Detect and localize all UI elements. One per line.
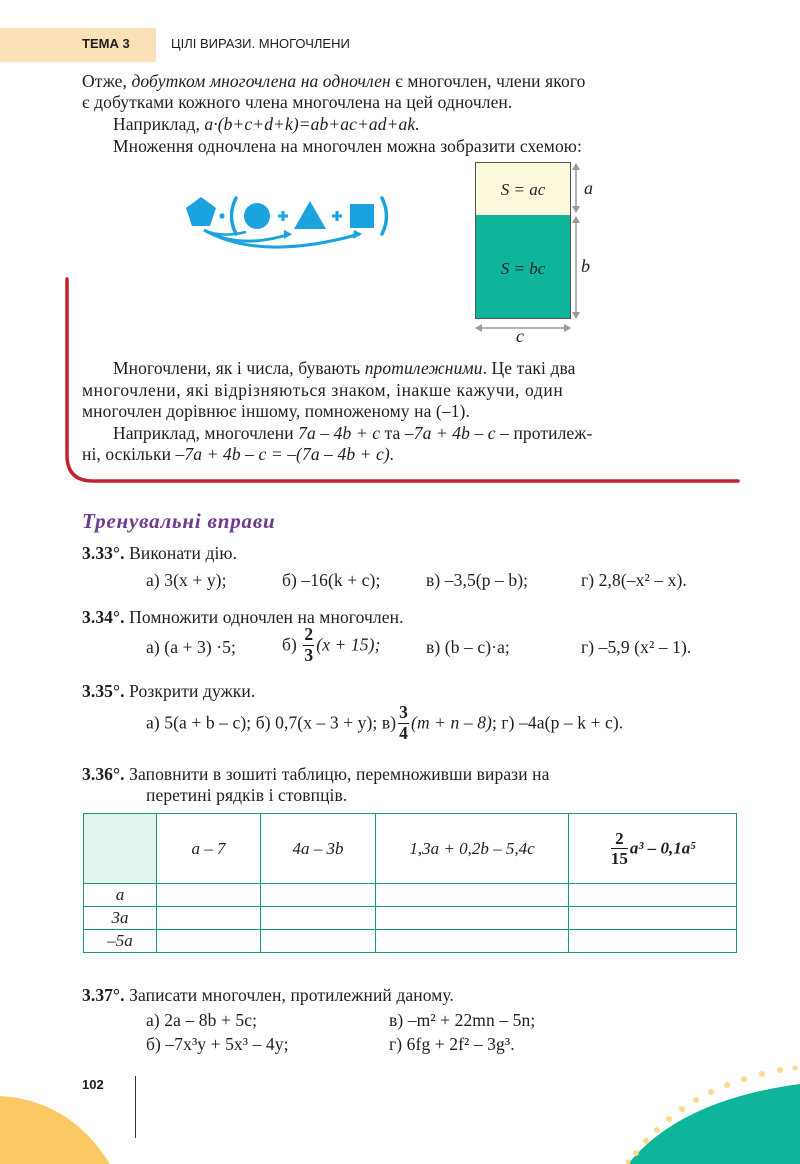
chapter-title: ЦІЛІ ВИРАЗИ. МНОГОЧЛЕНИ — [171, 36, 350, 51]
opposite-text: – протилеж- — [495, 423, 593, 443]
table-cell — [157, 884, 261, 907]
opposite-formula-1: 7a – 4b + c — [298, 423, 381, 443]
table-cell — [569, 930, 737, 953]
fraction-denominator: 3 — [304, 644, 314, 665]
table-header-expression: a³ – 0,1a⁵ — [629, 838, 697, 858]
exercise-text: Помножити одночлен на многочлен. — [129, 607, 404, 627]
table-cell — [261, 907, 376, 930]
answer-a: а) (a + 3) ·5; — [146, 637, 236, 657]
multiplication-table — [83, 813, 737, 953]
fraction — [398, 704, 409, 742]
left-paren-icon — [232, 198, 237, 234]
row-header: –5a — [84, 930, 157, 953]
area-top-label: S = ac — [500, 180, 546, 199]
table-cell — [261, 930, 376, 953]
side-label-a: a — [584, 178, 593, 198]
intro-line-2: є добутками кожного члена многочлена на цей одночлен. — [82, 92, 513, 112]
answer-d: г) 6fg + 2f² – 3g³. — [389, 1034, 515, 1054]
table-cell — [376, 930, 569, 953]
answer-a-b: а) 5(a + b – c); б) 0,7(x – 3 + y); в) — [146, 712, 397, 733]
answer-d: г) –5,9 (x² – 1). — [581, 637, 692, 657]
answer-b: б) –7x³y + 5x³ – 4y; — [146, 1034, 289, 1054]
answer-c: в) (b – c)·a; — [426, 637, 510, 657]
pentagon-icon — [186, 197, 216, 226]
intro-example-formula: a·(b+c+d+k)=ab+ac+ad+ak. — [204, 114, 420, 134]
table-row — [84, 930, 737, 953]
table-row — [84, 907, 737, 930]
table-header-row — [84, 814, 737, 884]
intro-text: є многочлен, члени якого — [390, 71, 586, 91]
table-cell — [261, 884, 376, 907]
opposite-line-2: многочлени, які відрізняються знаком, інакше кажучи, один — [82, 380, 564, 400]
multiplication-scheme — [180, 190, 400, 270]
row-header: 3a — [84, 907, 157, 930]
table-header: a – 7 — [157, 814, 261, 884]
plus-icon — [278, 211, 288, 221]
opposite-line-3: многочлен дорівнює іншому, помноженому на (–1). — [82, 401, 470, 421]
answer-b-expression: (x + 15); — [316, 634, 381, 655]
answer-c: в) –3,5(p – b); — [426, 570, 529, 590]
opposite-text: . Це такі два — [482, 358, 576, 378]
circle-icon — [244, 203, 270, 229]
header-band — [0, 28, 156, 62]
exercise-number: 3.34°. — [82, 607, 125, 627]
exercise-text-line-2: перетині рядків і стовпців. — [146, 785, 348, 805]
answer-a: а) 2a – 8b + 5c; — [146, 1010, 258, 1030]
area-bottom-label: S = bc — [500, 259, 546, 278]
fraction-denominator: 15 — [610, 849, 628, 868]
section-title: Тренувальні вправи — [82, 509, 276, 533]
table-cell — [376, 907, 569, 930]
page-number: 102 — [82, 1077, 104, 1092]
answer-b — [282, 626, 381, 664]
dot-icon — [219, 213, 224, 218]
table-cell — [569, 907, 737, 930]
answer-d: г) 2,8(–x² – x). — [581, 570, 687, 590]
answer-d: ; г) –4a(p – k + c). — [491, 712, 624, 733]
exercise-text: Виконати дію. — [129, 543, 238, 563]
exercise-text: Записати многочлен, протилежний даному. — [129, 985, 454, 1005]
fraction — [611, 830, 628, 867]
opposite-term: протилежними — [364, 358, 483, 378]
answer-a: а) 3(x + y); — [146, 570, 227, 590]
exercise-number: 3.36°. — [82, 764, 125, 784]
exercise-text: Заповнити в зошиті таблицю, перемноживши вирази на — [129, 764, 550, 784]
chapter-label: ТЕМА 3 — [82, 36, 130, 51]
fraction-numerator: 3 — [399, 702, 409, 722]
fraction-denominator: 4 — [399, 722, 409, 743]
row-header: a — [84, 884, 157, 907]
table-row — [84, 884, 737, 907]
intro-definition: добутком многочлена на одночлен — [131, 71, 391, 91]
opposite-formula-3: –7a + 4b – c = –(7a – 4b + c). — [175, 444, 395, 464]
exercise-number: 3.33°. — [82, 543, 125, 563]
table-cell — [157, 907, 261, 930]
triangle-icon — [294, 201, 326, 229]
opposite-text: Многочлени, як і числа, бувають — [113, 358, 365, 378]
intro-text: Отже, — [82, 71, 132, 91]
opposite-text: ні, оскільки — [82, 444, 176, 464]
fraction-numerator: 2 — [611, 830, 628, 849]
opposite-text: та — [380, 423, 405, 443]
table-cell — [376, 884, 569, 907]
answer-line — [146, 704, 623, 742]
answer-b-label: б) — [282, 634, 297, 655]
corner-decoration — [0, 1040, 800, 1164]
fraction — [303, 626, 314, 664]
right-paren-icon — [382, 198, 387, 234]
intro-example-label: Наприклад, — [113, 114, 205, 134]
intro-line-4: Множення одночлена на многочлен можна зобразити схемою: — [113, 136, 582, 156]
table-header-fraction — [569, 814, 737, 884]
answer-b: б) –16(k + c); — [282, 570, 381, 590]
side-label-c: c — [516, 326, 524, 346]
opposite-text: Наприклад, многочлени — [113, 423, 299, 443]
fraction-numerator: 2 — [304, 624, 314, 644]
exercise-number: 3.37°. — [82, 985, 125, 1005]
answer-c: в) –m² + 22mn – 5n; — [389, 1010, 536, 1030]
table-cell — [569, 884, 737, 907]
square-icon — [350, 204, 374, 228]
plus-icon — [332, 211, 342, 221]
opposite-formula-2: –7a + 4b – c — [404, 423, 496, 443]
table-header: 4a – 3b — [261, 814, 376, 884]
table-cell — [157, 930, 261, 953]
exercise-number: 3.35°. — [82, 681, 125, 701]
table-header: 1,3a + 0,2b – 5,4c — [376, 814, 569, 884]
answer-c-expression: (m + n – 8) — [411, 712, 492, 733]
table-corner — [84, 814, 157, 884]
exercise-text: Розкрити дужки. — [129, 681, 256, 701]
side-label-b: b — [581, 256, 590, 276]
